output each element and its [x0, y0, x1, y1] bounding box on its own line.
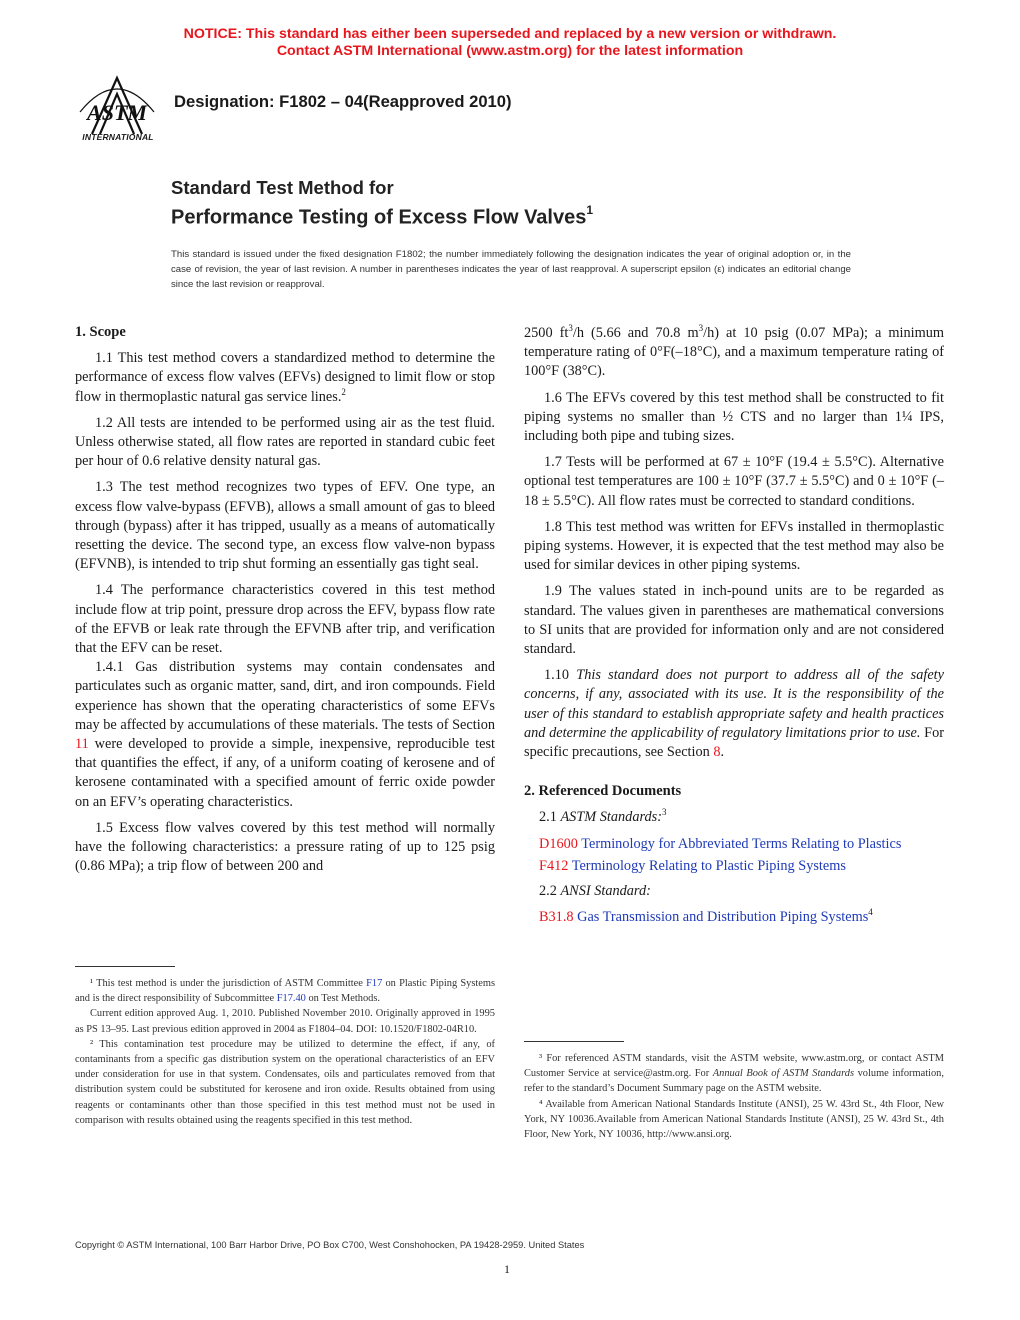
footnote-4: ⁴ Available from American National Standards Institute (ANSI), 25 W. 43rd St., 4th Floor, New York, NY 10036.Available from American National Standards Institute (ANSI), 25 W. 43rd St., 4th Floor, New York, NY 10036, http://www.ansi.org.: [524, 1098, 944, 1141]
copyright: Copyright © ASTM International, 100 Barr Harbor Drive, PO Box C700, West Conshohocken, PA 19428-2959. United States: [75, 1240, 585, 1250]
references-heading: 2. Referenced Documents: [524, 783, 682, 800]
committee-f17-link[interactable]: F17: [366, 978, 383, 989]
para-1-3: 1.3 The test method recognizes two types of EFV. One type, an excess flow valve-bypass (EFVB), allows a small amount of gas to bleed through (bypass) after it has tripped, usually as a means of automatically resetting the device. The second type, an excess flow valve-non bypass (EFVNB), is intended to trip shut forming an essentially gas tight seal.: [75, 479, 495, 573]
footnote-1-a: ¹ This test method is under the jurisdiction of ASTM Committee: [90, 978, 367, 989]
footnotes-left: [75, 976, 495, 1128]
superscript-3a: 3: [568, 323, 573, 334]
para-1-10-num: 1.10: [544, 667, 577, 684]
footnote-2: ² This contamination test procedure may be utilized to determine the effect, if any, of contaminants from a specific gas distribution system on the operational characteristics of an EFV under consideration for use in that system. Condensates, oils and particulates removed from that distribution system could be substituted for kerosene and iron oxide. Results obtained from using reagents or contaminants other than those specified in this test method must not be used in comparison with results obtained using the reagents specified in this test method.: [75, 1038, 495, 1126]
astm-standards-label: [539, 808, 944, 827]
footnote-3: [524, 1051, 944, 1097]
title-line-2: [171, 199, 593, 231]
logo-label: INTERNATIONAL: [82, 132, 154, 142]
reference-code[interactable]: B31.8: [539, 909, 574, 926]
document-title: [171, 176, 593, 231]
para-1-1-text: 1.1 This test method covers a standardized method to determine the performance of excess flow valves (EFVs) designed to limit flow or stop flow in thermoplastic natural gas service lines.: [75, 350, 495, 405]
footnotes-right: [524, 1051, 944, 1142]
title-line-1: Standard Test Method for: [171, 177, 394, 198]
title-footnote-mark: 1: [586, 203, 594, 217]
footnote-rule-right: [524, 1041, 624, 1042]
designation: Designation: F1802 – 04(Reapproved 2010): [174, 92, 512, 111]
para-1-5-cont-a: 2500 ft: [524, 325, 569, 341]
reference-b31-8[interactable]: [539, 908, 944, 927]
title-line-2-text: Performance Testing of Excess Flow Valves: [171, 206, 587, 229]
astm-standards-text: ASTM Standards:: [560, 809, 662, 826]
para-1-10-italic: This standard does not purport to address all of the safety concerns, if any, associated with its use. It is the responsibility of the user of this standard to establish appropriate safety and health practices and determine the applicability of regulatory limitations prior to use.: [524, 667, 944, 741]
astm-standards-num: 2.1: [539, 809, 561, 826]
reference-title[interactable]: Gas Transmission and Distribution Piping Systems: [573, 909, 869, 926]
left-column: [75, 323, 495, 883]
footnote-rule-left: [75, 966, 175, 967]
para-1-8: 1.8 This test method was written for EFVs installed in thermoplastic piping systems. However, it is expected that the test method may also be used for similar devices in other piping systems.: [524, 518, 944, 574]
para-1-4-1-text-a: 1.4.1 Gas distribution systems may contain condensates and particulates such as organic matter, sand, dirt, and iron compounds. Field experience has shown that the operating characteristics of some EFVs may be affected by accumulations of these materials. The tests of Section: [75, 659, 495, 733]
subcommittee-f17-40-link[interactable]: F17.40: [276, 993, 306, 1005]
ansi-standard-label: [539, 882, 944, 901]
reference-title[interactable]: Terminology for Abbreviated Terms Relating to Plastics: [577, 835, 902, 852]
ansi-standard-num: 2.2: [539, 883, 561, 900]
ansi-standard-text: ANSI Standard:: [560, 883, 651, 900]
reference-f412[interactable]: [539, 857, 944, 876]
reference-title[interactable]: Terminology Relating to Plastic Piping Systems: [568, 857, 846, 874]
para-1-10-tail: For specific precautions, see Section: [524, 724, 944, 761]
para-1-4-1-text-b: were developed to provide a simple, inexpensive, reproducible test that quantifies the effect, if any, of a uniform coating of kerosene and of kerosene contaminated with a specified amount of ferric oxide powder on an EFV’s operating characteristics.: [75, 736, 495, 810]
notice-banner: [0, 26, 1020, 60]
para-1-5-continued: [524, 324, 944, 382]
footnote-3-italic: Annual Book of ASTM Standards: [712, 1068, 855, 1080]
logo-text: ASTM: [87, 100, 147, 125]
reference-code[interactable]: D1600: [539, 835, 578, 852]
para-1-5: 1.5 Excess flow valves covered by this test method will normally have the following characteristics: a pressure rating of up to 125 psig (0.86 MPa); a trip flow of between 200 and: [75, 819, 495, 875]
para-1-4-1: [75, 658, 495, 812]
para-1-5-cont-c: /h) at 10 psig (0.07 MPa); a minimum temperature rating of 0°F(–18°C), and a maximum temperature rating of 100°F (38°C).: [524, 325, 944, 380]
footnote-1-edition: Current edition approved Aug. 1, 2010. Published November 2010. Originally approved in 1995 as PS 13–95. Last previous edition approved in 2004 as F1804–04. DOI: 10.1520/F1802-04R10.: [75, 1008, 495, 1035]
footnote-3-a: ³ For referenced ASTM standards, visit the ASTM website, www.astm.org, or contact ASTM Customer Service at service@astm.org. For: [524, 1053, 944, 1080]
para-1-5-cont-b: /h (5.66 and 70.8 m: [572, 325, 699, 341]
section-8-link[interactable]: 8: [713, 744, 721, 761]
page-number: 1: [504, 1262, 510, 1276]
para-1-10: [524, 666, 944, 762]
scope-heading: 1. Scope: [75, 324, 126, 340]
superscript-3b: 3: [698, 323, 704, 334]
footnote-ref-4[interactable]: 4: [868, 907, 873, 918]
section-11-link[interactable]: 11: [75, 736, 89, 753]
footnote-1-c: on Test Methods.: [305, 993, 381, 1005]
footnote-ref-3[interactable]: 3: [662, 807, 667, 818]
para-1-1: [75, 349, 495, 407]
para-1-4: 1.4 The performance characteristics covered in this test method include flow at trip point, pressure drop across the EFV, bypass flow rate of the EFVB or leak rate through the EFVNB after trip, and verification that the EFV can be reset.: [75, 582, 495, 657]
para-1-7: 1.7 Tests will be performed at 67 ± 10°F (19.4 ± 5.5°C). Alternative optional test temperatures are 100 ± 10°F (37.7 ± 5.5°C) and 0 ± 10°F (–18 ± 5.5°C). All flow rates must be corrected to standard conditions.: [524, 454, 944, 509]
footnote-1-b: on Plastic Piping Systems and is the direct responsibility of Subcommittee: [75, 978, 495, 1005]
reference-d1600[interactable]: [539, 835, 944, 854]
notice-line-1: NOTICE: This standard has either been superseded and replaced by a new version or withdrawn.: [183, 26, 837, 42]
right-column: [524, 324, 944, 930]
footnote-1: [75, 976, 495, 1006]
notice-line-2: Contact ASTM International (www.astm.org) for the latest information: [276, 43, 744, 59]
footnote-3-b: volume information, refer to the standard’s Document Summary page on the ASTM website.: [524, 1068, 944, 1095]
preamble: This standard is issued under the fixed designation F1802; the number immediately following the designation indicates the year of original adoption or, in the case of revision, the year of last revision. A number in parentheses indicates the year of last reapproval. A superscript epsilon (ε) indicates an editorial change since the last revision or reapproval.: [171, 249, 851, 290]
footnote-ref-2[interactable]: 2: [341, 386, 346, 397]
para-1-10-end: .: [720, 744, 725, 761]
para-1-2: 1.2 All tests are intended to be performed using air as the test fluid. Unless otherwise stated, all flow rates are reported in standard cubic feet per hour of 0.6 relative density natural gas.: [75, 414, 495, 470]
reference-code[interactable]: F412: [539, 857, 569, 874]
para-1-9: 1.9 The values stated in inch-pound units are to be regarded as standard. The values given in parentheses are mathematical conversions to SI units that are provided for information only and are not considered standard.: [524, 583, 944, 658]
para-1-6: 1.6 The EFVs covered by this test method shall be constructed to fit piping systems no smaller than ½ CTS and no larger than 1¼ IPS, including both pipe and tubing sizes.: [524, 389, 944, 445]
